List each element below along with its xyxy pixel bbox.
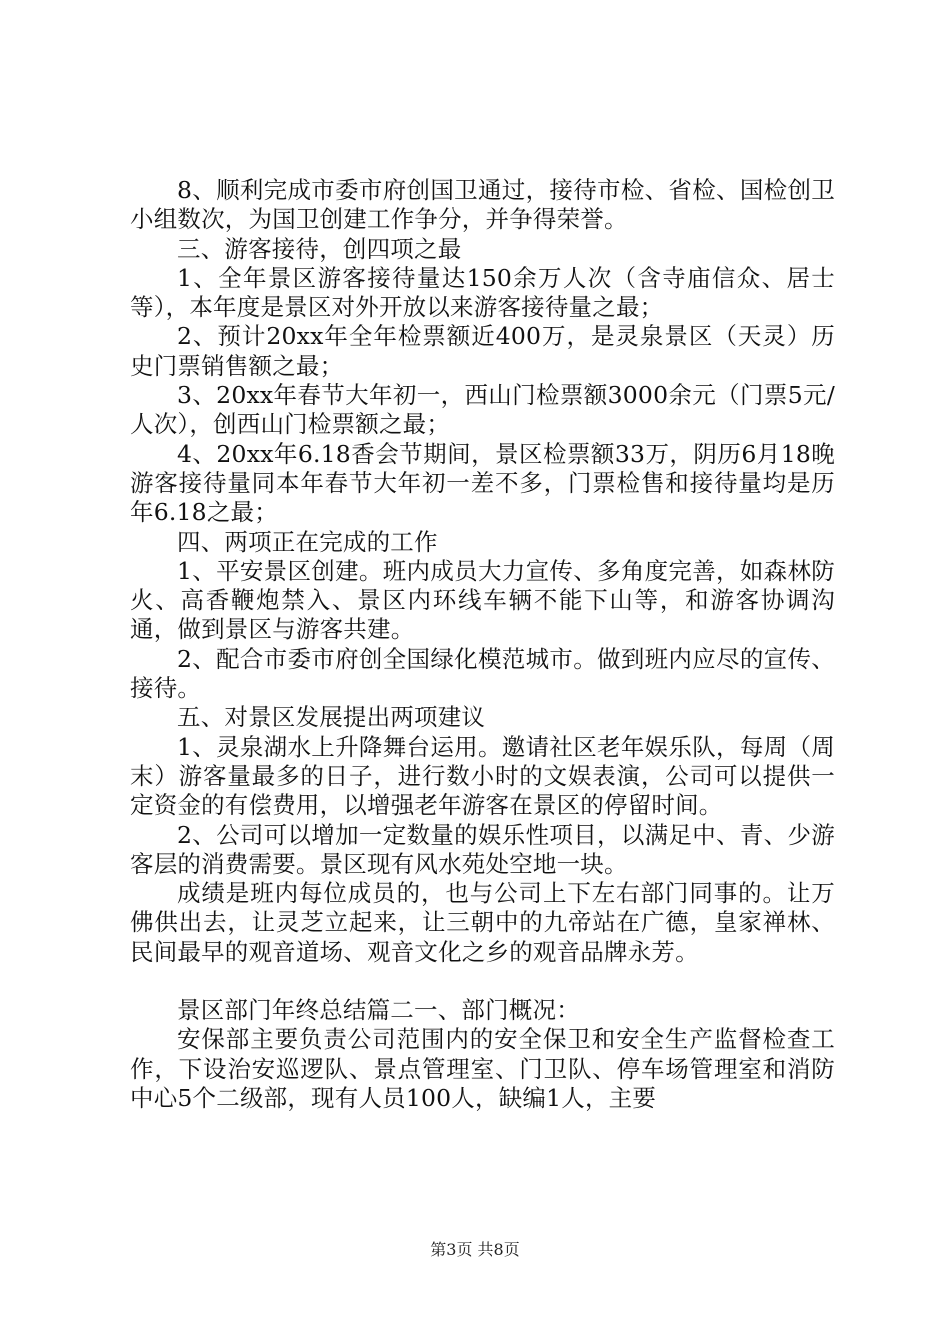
paragraph-visitor-2: 2、预计20xx年全年检票额近400万，是灵泉景区（天灵）历史门票销售额之最； bbox=[130, 322, 835, 380]
section-heading-5: 五、对景区发展提出两项建议 bbox=[177, 703, 486, 732]
paragraph-department-overview: 安保部主要负责公司范围内的安全保卫和安全生产监督检查工作，下设治安巡逻队、景点管理室、门卫队、停车场管理室和消防中心5个二级部，现有人员100人，缺编1人，主要 bbox=[130, 1025, 835, 1112]
paragraph-suggestion-1: 1、灵泉湖水上升降舞台运用。邀请社区老年娱乐队，每周（周末）游客量最多的日子，进行数小时的文娱表演，公司可以提供一定资金的有偿费用，以增强老年游客在景区的停留时间。 bbox=[130, 732, 835, 820]
paragraph-work-1: 1、平安景区创建。班内成员大力宣传、多角度完善，如森林防火、高香鞭炮禁入、景区内环线车辆不能下山等，和游客协调沟通，做到景区与游客共建。 bbox=[130, 556, 835, 644]
paragraph-work-2: 2、配合市委市府创全国绿化模范城市。做到班内应尽的宣传、接待。 bbox=[130, 644, 835, 703]
paragraph-conclusion: 成绩是班内每位成员的，也与公司上下左右部门同事的。让万佛供出去，让灵芝立起来，让三朝中的九帝站在广德，皇家禅林、民间最早的观音道场、观音文化之乡的观音品牌永芳。 bbox=[130, 879, 835, 966]
paragraph-visitor-3: 3、20xx年春节大年初一，西山门检票额3000余元（门票5元/人次），创西山门检票额之最； bbox=[130, 381, 835, 439]
paragraph-item-8: 8、顺利完成市委市府创国卫通过，接待市检、省检、国检创卫小组数次，为国卫创建工作争分，并争得荣誉。 bbox=[130, 176, 835, 234]
paragraph-visitor-4: 4、20xx年6.18香会节期间，景区检票额33万，阴历6月18晚游客接待量同本年春节大年初一差不多，门票检售和接待量均是历年6.18之最； bbox=[130, 439, 835, 527]
document-body bbox=[130, 176, 835, 1113]
paragraph-visitor-1: 1、全年景区游客接待量达150余万人次（含寺庙信众、居士等），本年度是景区对外开放以来游客接待量之最； bbox=[130, 263, 835, 322]
page-footer: 第3页 共8页 bbox=[430, 1240, 520, 1259]
article-two-heading: 景区部门年终总结篇二一、部门概况： bbox=[177, 996, 580, 1025]
section-heading-3: 三、游客接待，创四项之最 bbox=[177, 234, 462, 263]
section-heading-4: 四、两项正在完成的工作 bbox=[177, 527, 438, 556]
paragraph-suggestion-2: 2、公司可以增加一定数量的娱乐性项目，以满足中、青、少游客层的消费需要。景区现有风水苑处空地一块。 bbox=[130, 820, 835, 878]
